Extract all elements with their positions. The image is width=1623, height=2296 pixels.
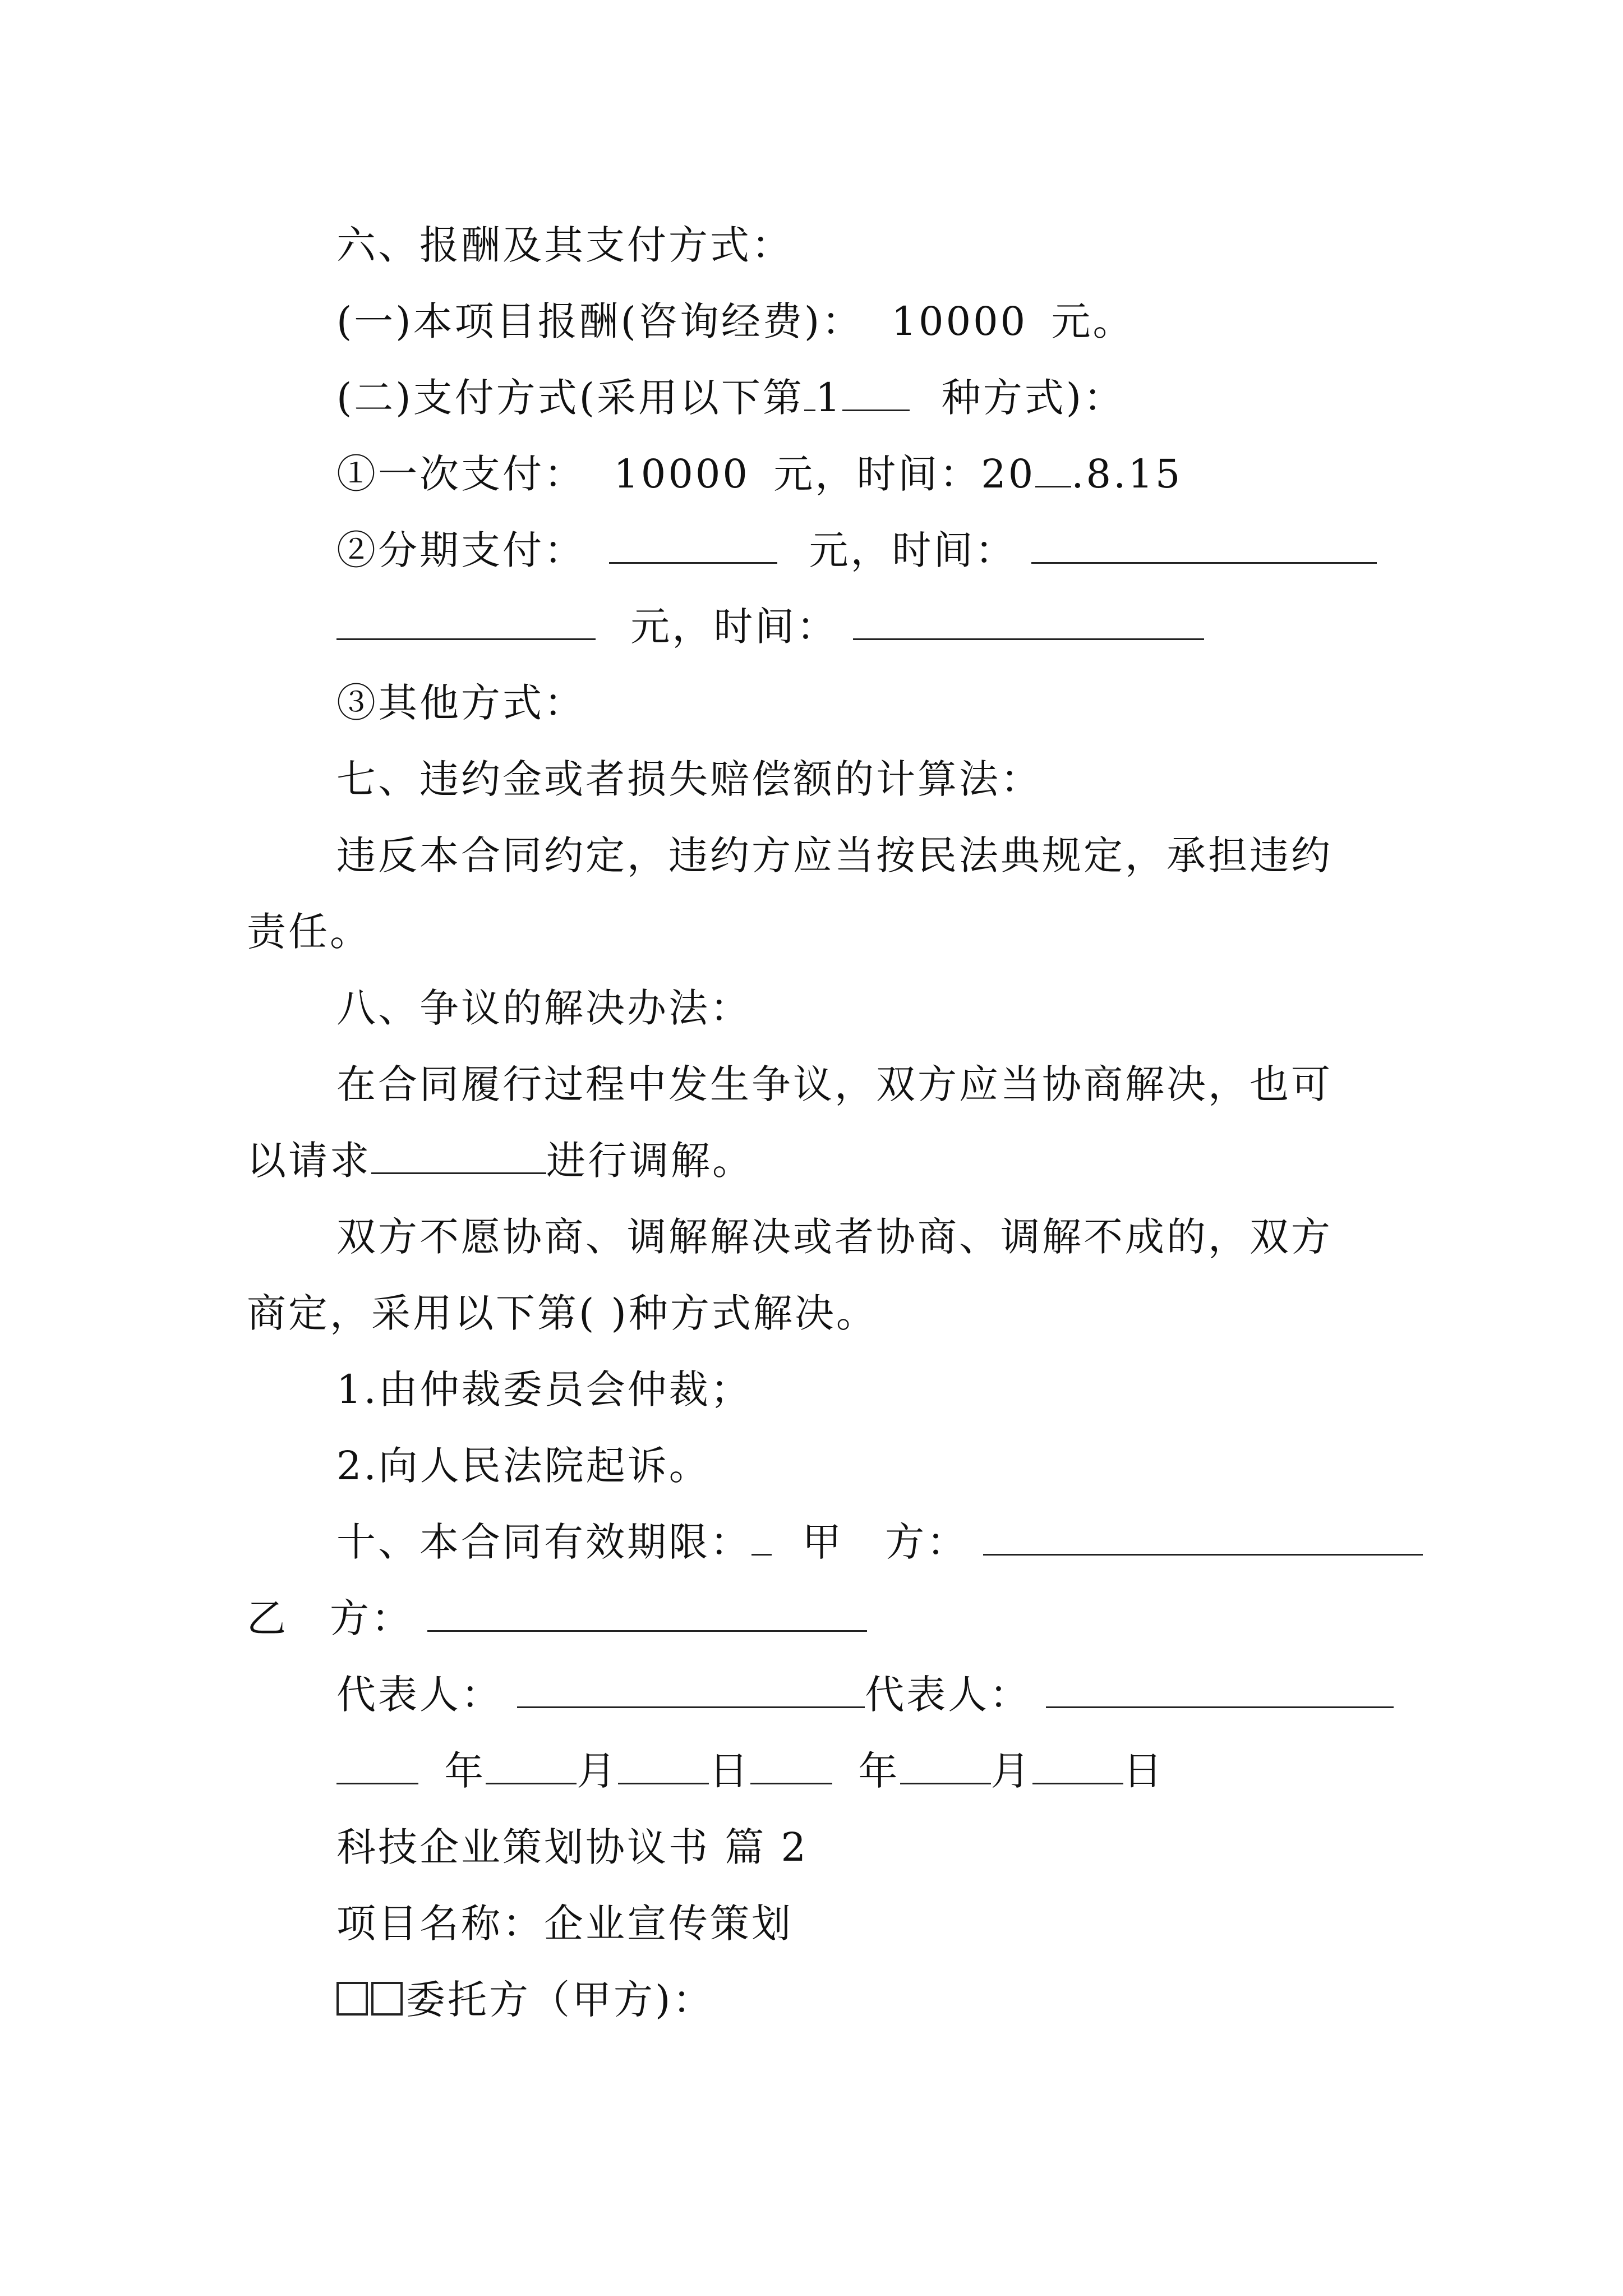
year-field [336,1748,418,1784]
installment-payment-line: ②分期支付： 元，时间： [336,525,1376,576]
empty-box-icon [371,1982,403,2016]
blank-field [804,375,815,411]
party-b-field [427,1595,867,1632]
month-field [486,1748,577,1784]
blank-field [609,527,777,564]
party-b-line: 乙 方： [247,1593,1376,1644]
day-field [1032,1748,1123,1784]
section-7-body-cont: 责任。 [247,909,371,955]
year-field [750,1748,832,1784]
section-7-body: 违反本合同约定，违约方应当按民法典规定，承担违约 [336,832,1332,878]
empty-box-icon [336,1982,368,2016]
section-8-body: 在合同履行过程中发生争议，双方应当协商解决，也可 [336,1061,1332,1107]
client-line: 委托方（甲方)： [336,1975,1376,2025]
remuneration-amount-line: (一)本项目报酬(咨询经费)： 10000 元。 [336,298,1135,344]
blank-field [751,1519,772,1556]
installment-payment-line-2: 元，时间： [336,601,1376,652]
section-8-title: 八、争议的解决办法： [336,985,751,1031]
day-field [618,1748,709,1784]
blank-field [1031,527,1377,564]
section-8-body-cont: 以请求 进行调解。 [247,1138,754,1184]
blank-field [371,1138,546,1174]
section-7-title: 七、违约金或者损失赔偿额的计算法： [336,756,1042,802]
other-payment-line: ③其他方式： [336,680,585,726]
court-option: 2.向人民法院起诉。 [336,1443,711,1489]
payment-method-line: (二)支付方式(采用以下第 1 种方式)： [336,375,1126,421]
party-a-field [983,1519,1423,1556]
agreement-title-2: 科技企业策划协议书 篇 2 [336,1824,809,1870]
representatives-line: 代表人： 代表人： [336,1669,1376,1720]
rep-b-field [1046,1672,1394,1708]
blank-field [853,604,1204,640]
project-name-line: 项目名称：企业宣传策划 [336,1901,793,1947]
blank-field [1035,451,1071,487]
validity-and-party-a-line: 十、本合同有效期限： 甲 方： [336,1517,1376,1567]
lump-sum-payment-line: ①一次支付： 10000 元，时间：20 .8.15 [336,451,1183,497]
section-8-body-2: 双方不愿协商、调解解决或者协商、调解不成的，双方 [336,1214,1332,1260]
rep-a-field [517,1672,865,1708]
month-field [900,1748,991,1784]
section-8-body-2-cont: 商定，采用以下第( )种方式解决。 [247,1290,878,1336]
blank-field [842,375,910,411]
signing-dates-line: 年 月 日 年 月 日 [336,1746,1376,1796]
arbitration-option: 1.由仲裁委员会仲裁； [336,1366,752,1412]
blank-field [336,604,596,640]
section-6-title: 六、报酬及其支付方式： [336,222,793,268]
